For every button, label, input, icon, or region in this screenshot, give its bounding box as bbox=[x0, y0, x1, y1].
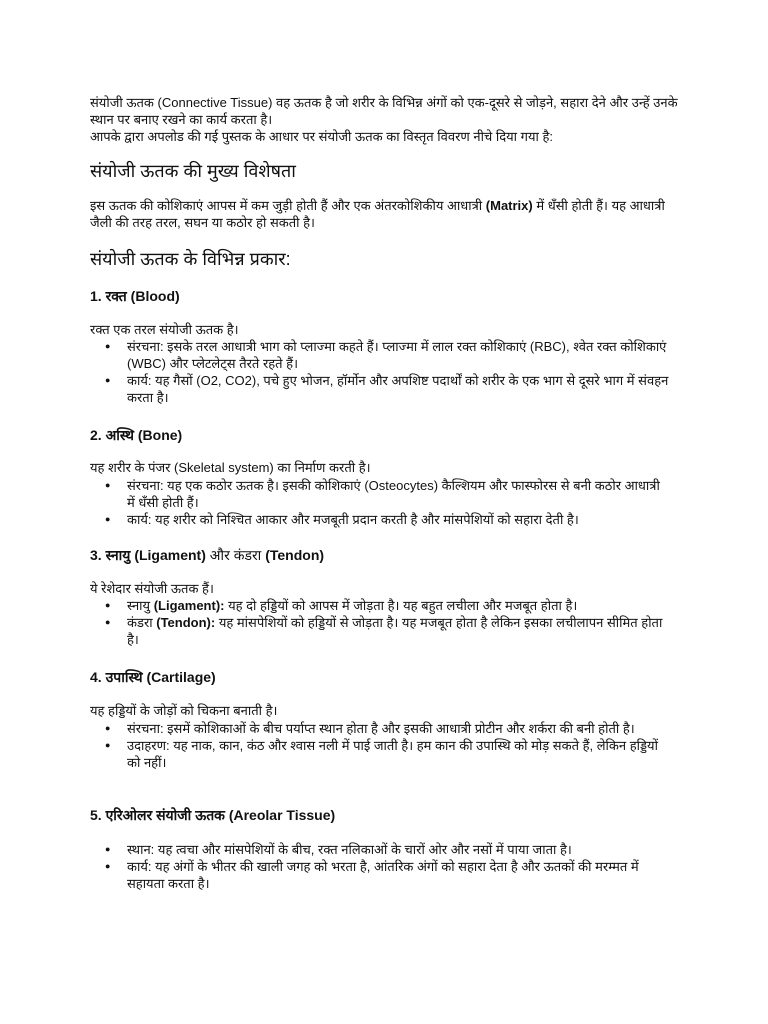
intro-paragraph: संयोजी ऊतक (Connective Tissue) वह ऊतक है जो शरीर के विभिन्न अंगों को एक-दूसरे से जोड़ने, सहारा देने और उन्हें उनके स्थान पर बनाए रखने का कार्य करता है। bbox=[90, 95, 678, 127]
features-text-a: इस ऊतक की कोशिकाएं आपस में कम जुड़ी होती हैं और एक अंतरकोशिकीय आधात्री bbox=[90, 198, 486, 213]
areolar-list bbox=[90, 841, 670, 892]
blood-list bbox=[90, 338, 670, 406]
ligament-item-text: यह दो हड्डियों को आपस में जोड़ता है। यह बहुत लचीला और मजबूत होता है। bbox=[224, 598, 578, 613]
bone-heading bbox=[90, 426, 182, 444]
bone-list bbox=[90, 477, 670, 528]
features-text-matrix: (Matrix) bbox=[485, 198, 533, 213]
areolar-heading bbox=[90, 806, 335, 824]
tendon-item-label: कंडरा bbox=[127, 615, 157, 630]
ligament-list bbox=[90, 597, 670, 648]
blood-heading-english: (Blood) bbox=[130, 288, 180, 304]
cartilage-heading-english: (Cartilage) bbox=[146, 669, 216, 685]
bone-function-item: ● कार्य: यह शरीर को निश्चित आकार और मजबूती प्रदान करती है और मांसपेशियों को सहारा देती है। bbox=[90, 511, 670, 528]
bone-intro: यह शरीर के पंजर (Skeletal system) का निर्माण करती है। bbox=[90, 460, 371, 475]
ligament-heading-number: 3. स्नायु bbox=[90, 547, 135, 563]
features-text-c: में धँसी होती हैं। यह आधात्री जैली की तरह तरल, सघन या कठोर हो सकती है। bbox=[90, 198, 665, 230]
ligament-item-label: स्नायु bbox=[127, 598, 154, 613]
ligament-item-english: (Ligament): bbox=[153, 598, 225, 613]
cartilage-intro: यह हड्डियों के जोड़ों को चिकना बनाती है। bbox=[90, 703, 278, 718]
cartilage-structure-item: ● संरचना: इसमें कोशिकाओं के बीच पर्याप्त स्थान होता है और इसकी आधात्री प्रोटीन और शर्करा की बनी होती है। bbox=[90, 720, 670, 737]
areolar-heading-english: (Areolar Tissue) bbox=[228, 807, 336, 823]
bone-structure-item: ● संरचना: यह एक कठोर ऊतक है। इसकी कोशिकाएं (Osteocytes) कैल्शियम और फास्फोरस से बनी कठोर आधात्री में धँसी होती हैं। bbox=[90, 477, 670, 511]
features-paragraph bbox=[90, 197, 680, 231]
ligament-intro: ये रेशेदार संयोजी ऊतक हैं। bbox=[90, 581, 214, 596]
cartilage-list bbox=[90, 720, 670, 771]
tendon-item-text: यह मांसपेशियों को हड्डियों से जोड़ता है। यह मजबूत होता है लेकिन इसका लचीलापन सीमित होता है। bbox=[127, 615, 663, 647]
intro-section bbox=[90, 94, 680, 145]
blood-heading-number: 1. रक्त bbox=[90, 288, 131, 304]
cartilage-heading-number: 4. उपास्थि bbox=[90, 669, 147, 685]
tendon-item-english: (Tendon): bbox=[156, 615, 216, 630]
bone-heading-number: 2. अस्थि bbox=[90, 427, 138, 443]
tendon-item bbox=[90, 614, 670, 648]
types-heading: संयोजी ऊतक के विभिन्न प्रकार: bbox=[90, 249, 291, 269]
areolar-location-item: ● स्थान: यह त्वचा और मांसपेशियों के बीच, रक्त नलिकाओं के चारों ओर और नसों में पाया जाता है। bbox=[90, 841, 670, 858]
blood-heading bbox=[90, 287, 180, 305]
intro-source-note: आपके द्वारा अपलोड की गई पुस्तक के आधार पर संयोजी ऊतक का विस्तृत विवरण नीचे दिया गया है: bbox=[90, 129, 553, 144]
blood-intro: रक्त एक तरल संयोजी ऊतक है। bbox=[90, 322, 239, 337]
areolar-heading-number: 5. एरिओलर संयोजी ऊतक bbox=[90, 807, 229, 823]
ligament-heading bbox=[90, 546, 324, 564]
areolar-function-item: ● कार्य: यह अंगों के भीतर की खाली जगह को भरता है, आंतरिक अंगों को सहारा देता है और ऊतकों की मरम्मत में सहायता करता है। bbox=[90, 858, 670, 892]
blood-function-item: ● कार्य: यह गैसों (O2, CO2), पचे हुए भोजन, हॉर्मोन और अपशिष्ट पदार्थों को शरीर के एक भाग से दूसरे भाग में संवहन करता है। bbox=[90, 372, 670, 406]
features-heading: संयोजी ऊतक की मुख्य विशेषता bbox=[90, 161, 296, 181]
bone-heading-english: (Bone) bbox=[137, 427, 183, 443]
cartilage-example-item: ● उदाहरण: यह नाक, कान, कंठ और श्वास नली में पाई जाती है। हम कान की उपास्थि को मोड़ सकते हैं, लेकिन हड्डियों को नहीं। bbox=[90, 737, 670, 771]
blood-structure-item: ● संरचना: इसके तरल आधात्री भाग को प्लाज्मा कहते हैं। प्लाज्मा में लाल रक्त कोशिकाएं (RBC), श्वेत रक्त कोशिकाएं (WBC) और प्लेटलेट्स तैरते रहते हैं। bbox=[90, 338, 670, 372]
tendon-heading-english: (Tendon) bbox=[265, 547, 325, 563]
ligament-heading-english: (Ligament) bbox=[134, 547, 206, 563]
ligament-heading-and: और कंडरा bbox=[205, 547, 266, 563]
cartilage-heading bbox=[90, 668, 216, 686]
ligament-item bbox=[90, 597, 670, 614]
